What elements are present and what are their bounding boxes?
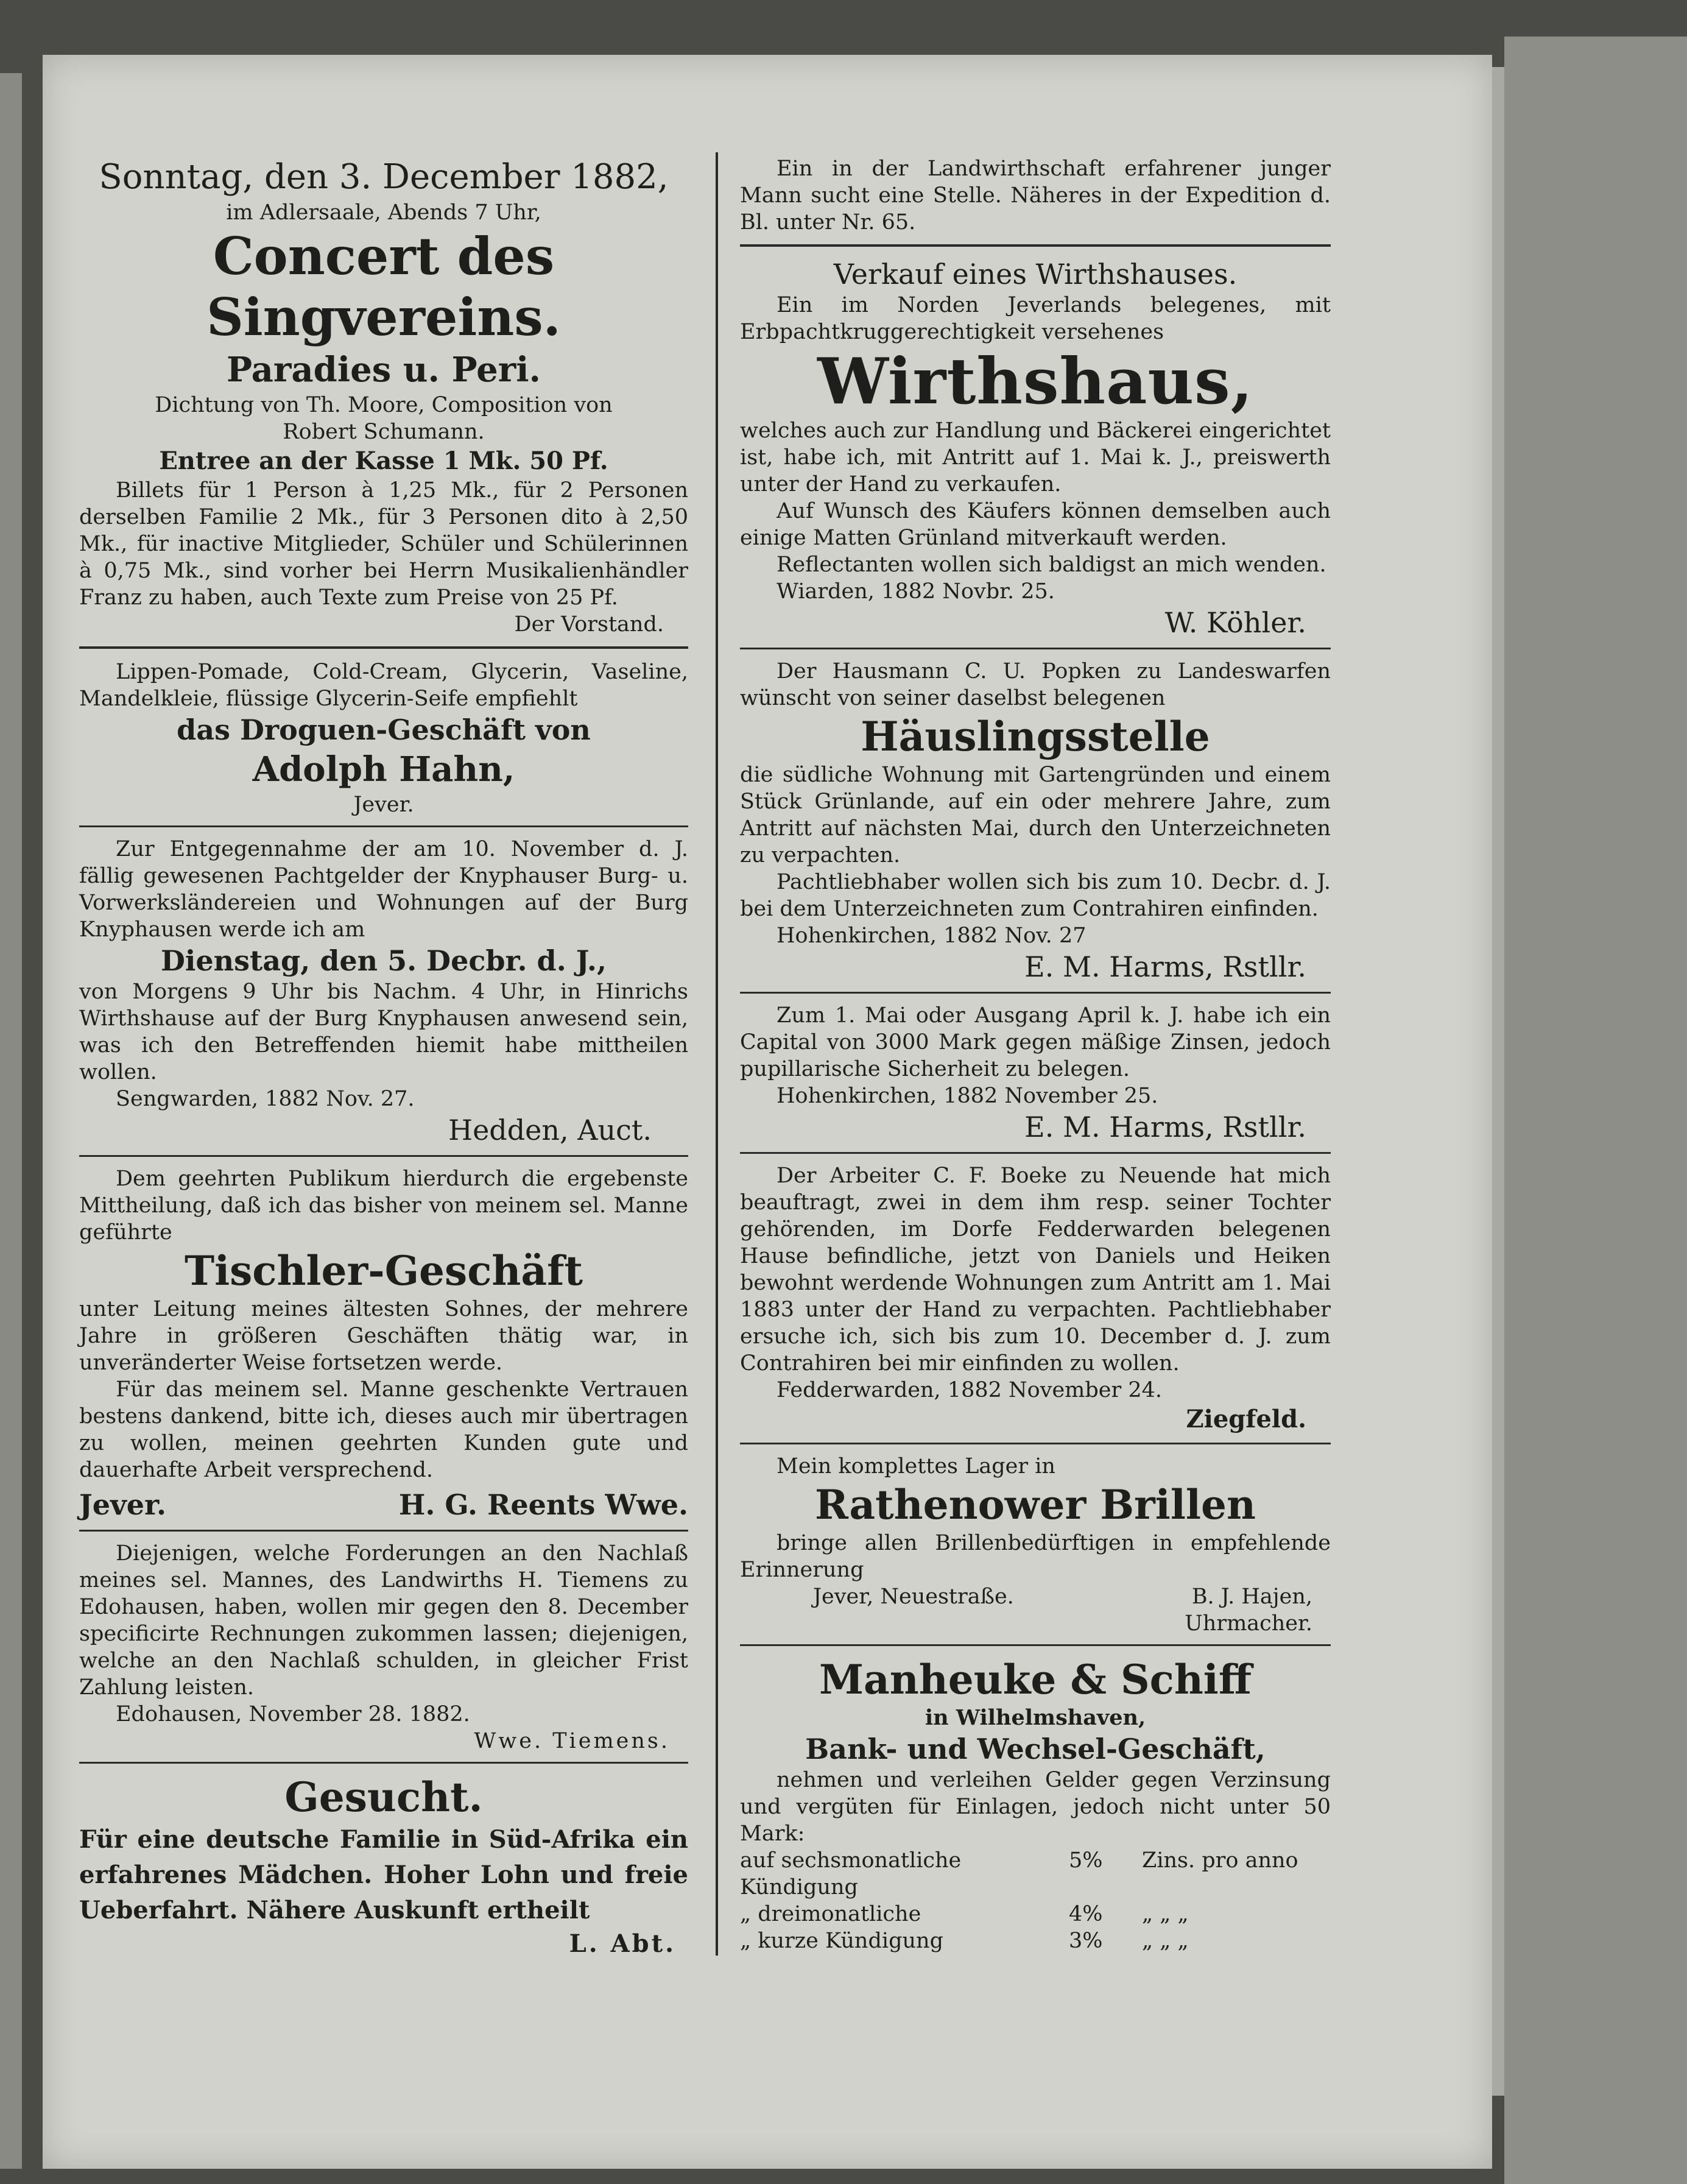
bank-ad [740, 1655, 1331, 1954]
concert-venue: im Adlersaale, Abends 7 Uhr, [226, 200, 541, 225]
stelle-text: Ein in der Landwirthschaft erfahrener junger Mann sucht eine Stelle. Näheres in der Expedition d. Bl. unter Nr. 65. [740, 157, 1331, 235]
drogen-title: das Droguen-Geschäft von [177, 713, 591, 746]
haeusling-ad [740, 658, 1331, 984]
concert-signature: Der Vorstand. [514, 612, 664, 637]
wirthshaus-title: Wirthshaus, [817, 344, 1253, 419]
tischler-place: Jever. [79, 1488, 167, 1521]
concert-entrance: Entree an der Kasse 1 Mk. 50 Pf. [159, 447, 608, 475]
drogen-place: Jever. [353, 793, 414, 817]
ad-separator [79, 1530, 688, 1532]
rate-label: auf sechsmonatliche Kündigung [740, 1848, 962, 1900]
binding-spine [0, 73, 22, 2169]
boeke-ad [740, 1162, 1331, 1435]
ad-separator [740, 1152, 1331, 1154]
knyphausen-date: Dienstag, den 5. Decbr. d. J., [161, 944, 607, 977]
brillen-place: Jever, Neuestraße. [813, 1585, 1014, 1609]
rate-value: 4% [1069, 1902, 1103, 1926]
concert-date: Sonntag, den 3. December 1882, [99, 157, 669, 197]
rate-row [740, 1847, 1331, 1901]
ad-separator [740, 648, 1331, 649]
knyphausen-ad [79, 836, 688, 1148]
boeke-place-date: Fedderwarden, 1882 November 24. [777, 1378, 1163, 1402]
rate-label: „ dreimonatliche [740, 1902, 921, 1926]
bank-text: nehmen und verleihen Gelder gegen Verzinsung und vergüten für Einlagen, jedoch nicht unter 50 Mark: [740, 1768, 1331, 1846]
haeusling-title: Häuslingsstelle [861, 713, 1210, 760]
tischler-text: Dem geehrten Publikum hierdurch die ergebenste Mittheilung, daß ich das bisher von meinem sel. Manne geführte [79, 1167, 688, 1245]
drogen-ad [79, 659, 688, 818]
tischler-text-2: unter Leitung meines ältesten Sohnes, der mehrere Jahre in größeren Geschäften thätig war, in unveränderter Weise fortsetzen werde. [79, 1297, 688, 1375]
wirthshaus-place-date: Wiarden, 1882 Novbr. 25. [777, 579, 1055, 604]
concert-title: Concert des Singvereins. [206, 226, 561, 347]
tischler-text-3: Für das meinem sel. Manne geschenkte Vertrauen bestens dankend, bitte ich, dieses auch mir übertragen zu wollen, meinen geehrten Kunden gute und dauerhafte Arbeit versprechend. [79, 1377, 688, 1482]
concert-work: Paradies u. Peri. [227, 350, 541, 390]
rate-label: „ kurze Kündigung [740, 1929, 943, 1953]
rate-row [740, 1901, 1331, 1928]
rate-value: 5% [1069, 1848, 1103, 1873]
boeke-text: Der Arbeiter C. F. Boeke zu Neuende hat mich beauftragt, zwei in dem ihm resp. seiner Tochter gehörenden, im Dorfe Fedderwarden belegenen Hause befindliche, jetzt von Daniels und Heiken bewohnt werdende Wohnungen zum Antritt am 1. Mai 1883 unter der Hand zu verpachten. Pachtliebhaber ersuche ich, sich bis zum 10. December d. J. zum Contrahiren bei mir einfinden zu wollen. [740, 1164, 1331, 1376]
wirthshaus-text-4: Reflectanten wollen sich baldigst an mich wenden. [777, 553, 1326, 577]
wirthshaus-text-3: Auf Wunsch des Käufers können demselben auch einige Matten Grünland mitverkauft werden. [740, 499, 1331, 550]
drogen-text: Lippen-Pomade, Cold-Cream, Glycerin, Vaseline, Mandelkleie, flüssige Glycerin-Seife empfiehlt [79, 660, 688, 711]
rate-table [740, 1847, 1331, 1954]
haeusling-text-3: Pachtliebhaber wollen sich bis zum 10. Decbr. d. J. bei dem Unterzeichneten zum Contrahiren einfinden. [740, 870, 1331, 921]
brillen-footer [740, 1583, 1331, 1610]
concert-tickets: Billets für 1 Person à 1,25 Mk., für 2 Personen derselben Familie 2 Mk., für 3 Personen dito à 2,50 Mk., für inactive Mitglieder, Schüler und Schülerinnen à 0,75 Mk., sind vorher bei Herrn Musikalienhändler Franz zu haben, auch Texte zum Preise von 25 Pf. [79, 478, 688, 610]
rate-row [740, 1928, 1331, 1954]
rate-unit: „ „ „ [1142, 1902, 1189, 1926]
nachlass-text: Diejenigen, welche Forderungen an den Nachlaß meines sel. Mannes, des Landwirths H. Tiemens zu Edohausen, haben, wollen mir gegen den 8. December specificirte Rechnungen zukommen lassen; diejenigen, welche an den Nachlaß schulden, in gleicher Frist Zahlung leisten. [79, 1541, 688, 1700]
haeusling-signature: E. M. Harms, Rstllr. [1024, 950, 1306, 983]
ad-separator [740, 1443, 1331, 1444]
capital-signature: E. M. Harms, Rstllr. [1024, 1111, 1306, 1143]
ad-separator [79, 1762, 688, 1764]
knyphausen-text-2: von Morgens 9 Uhr bis Nachm. 4 Uhr, in Hinrichs Wirthshause auf der Burg Knyphausen anwesend sein, was ich den Betreffenden hiemit habe mittheilen wollen. [79, 980, 688, 1084]
capital-place-date: Hohenkirchen, 1882 November 25. [777, 1084, 1158, 1108]
ad-separator [740, 1644, 1331, 1646]
rate-value: 3% [1069, 1929, 1103, 1953]
wirthshaus-text-2: welches auch zur Handlung und Bäckerei eingerichtet ist, habe ich, mit Antritt auf 1. Mai k. J., preiswerth unter der Hand zu verkaufen. [740, 419, 1331, 497]
concert-composer: Robert Schumann. [283, 420, 485, 444]
nachlass-ad [79, 1540, 688, 1755]
wirthshaus-ad [740, 256, 1331, 640]
haeusling-text-2: die südliche Wohnung mit Gartengründen und einem Stück Grünlande, auf ein oder mehrere Jahre, zum Antritt auf nächsten Mai, durch den Unterzeichneten zu verpachten. [740, 763, 1331, 868]
nachlass-place-date: Edohausen, November 28. 1882. [116, 1702, 470, 1726]
rate-unit: Zins. pro anno [1142, 1848, 1298, 1873]
drogen-name: Adolph Hahn, [252, 749, 515, 790]
ad-separator [79, 646, 688, 649]
brillen-ad [740, 1453, 1331, 1637]
brillen-signature: B. J. Hajen, [1191, 1585, 1312, 1609]
page-edge [1492, 67, 1504, 2096]
bank-city: in Wilhelmshaven, [925, 1705, 1146, 1730]
knyphausen-signature: Hedden, Auct. [448, 1114, 652, 1147]
gesucht-signature: L. Abt. [569, 1929, 676, 1958]
brillen-text: Mein komplettes Lager in [777, 1454, 1055, 1479]
right-column [740, 155, 1331, 1954]
haeusling-place-date: Hohenkirchen, 1882 Nov. 27 [777, 924, 1087, 948]
gesucht-text: Für eine deutsche Familie in Süd-Afrika ein erfahrenes Mädchen. Hoher Lohn und freie Ueberfahrt. Nähere Auskunft ertheilt [79, 1825, 688, 1924]
bank-title: Manheuke & Schiff [819, 1656, 1252, 1703]
column-divider [716, 152, 718, 1956]
concert-credits: Dichtung von Th. Moore, Composition von [155, 393, 613, 417]
gesucht-ad [79, 1772, 688, 1960]
tischler-signature: H. G. Reents Wwe. [398, 1488, 688, 1521]
tischler-ad [79, 1165, 688, 1522]
brillen-profession: Uhrmacher. [1185, 1611, 1312, 1636]
nachlass-signature: Wwe. Tiemens. [474, 1729, 670, 1753]
capital-ad [740, 1002, 1331, 1145]
knyphausen-text: Zur Entgegennahme der am 10. November d. J. fällig gewesenen Pachtgelder der Knyphauser Burg- u. Vorwerksländereien und Wohnungen auf der Burg Knyphausen werde ich am [79, 837, 688, 942]
left-column [79, 155, 688, 1960]
ad-separator [79, 825, 688, 827]
wirthshaus-heading: Verkauf eines Wirthshauses. [833, 258, 1238, 291]
brillen-title: Rathenower Brillen [815, 1481, 1256, 1528]
brillen-text-2: bringe allen Brillenbedürftigen in empfehlende Erinnerung [740, 1531, 1331, 1582]
ad-separator [79, 1155, 688, 1157]
tischler-title: Tischler-Geschäft [184, 1247, 583, 1295]
ad-separator [740, 244, 1331, 247]
rate-unit: „ „ „ [1142, 1929, 1189, 1953]
wirthshaus-signature: W. Köhler. [1164, 606, 1306, 639]
concert-ad [79, 155, 688, 638]
ad-separator [740, 992, 1331, 994]
gesucht-title: Gesucht. [284, 1773, 483, 1821]
book-board [1504, 37, 1687, 2184]
boeke-signature: Ziegfeld. [1186, 1405, 1306, 1433]
knyphausen-place-date: Sengwarden, 1882 Nov. 27. [116, 1087, 415, 1111]
tischler-footer [79, 1487, 688, 1522]
wirthshaus-text: Ein im Norden Jeverlands belegenes, mit Erbpachtkruggerechtigkeit versehenes [740, 293, 1331, 344]
haeusling-text: Der Hausmann C. U. Popken zu Landeswarfen wünscht von seiner daselbst belegenen [740, 659, 1331, 710]
capital-text: Zum 1. Mai oder Ausgang April k. J. habe ich ein Capital von 3000 Mark gegen mäßige Zinsen, jedoch pupillarische Sicherheit zu belegen. [740, 1003, 1331, 1081]
bank-subtitle: Bank- und Wechsel-Geschäft, [805, 1733, 1266, 1765]
stelle-ad [740, 155, 1331, 236]
